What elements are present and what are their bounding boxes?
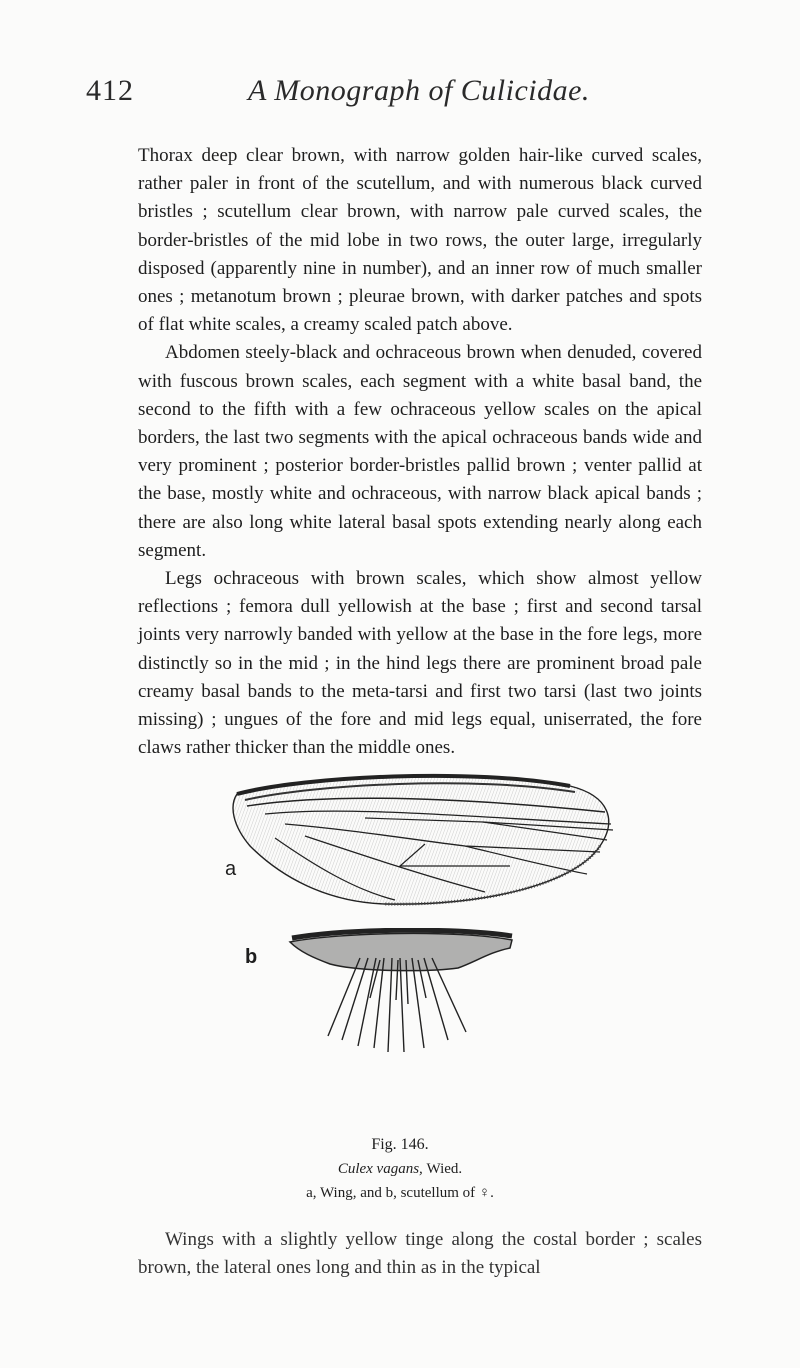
paragraph-abdomen: Abdomen steely-black and ochraceous brown when denuded, covered with fuscous brown scales, each segment with a white basal band, the second to the fifth with a few ochraceous yellow scales on the apical borders, the last two segments with the apical ochraceous bands wide and very prominent ; posterior border-bristles pallid brown ; venter pallid at the base, mostly white and ochraceous, with narrow black apical bands ; there are also long white lateral basal spots extending nearly along each segment. xyxy=(138,342,702,561)
running-title: A Monograph of Culicidae. xyxy=(248,74,590,107)
border-bristles xyxy=(328,958,466,1052)
figure-label-a: a xyxy=(225,858,237,880)
wing-illustration xyxy=(225,766,620,916)
figure-caption-number: Fig. 146. xyxy=(371,1136,429,1153)
figure-caption-description: a, Wing, and b, scutellum of ♀. xyxy=(306,1185,494,1201)
paragraph-thorax: Thorax deep clear brown, with narrow golden hair-like curved scales, rather paler in front of the scutellum, and with numerous black curved bristles ; scutellum clear brown, with narrow pale curved scales, the border-bristles of the mid lobe in two rows, the outer large, irregularly disposed (apparently nine in number), and an inner row of much smaller ones ; metanotum brown ; pleurae brown, with darker patches and spots of flat white scales, a creamy scaled patch above. xyxy=(138,145,702,336)
running-header xyxy=(0,74,800,124)
figure-label-b: b xyxy=(245,946,258,968)
paragraph-legs: Legs ochraceous with brown scales, which show almost yellow reflections ; femora dull yellowish at the base ; first and second tarsal joints very narrowly banded with yellow at the base in the fore legs, more distinctly so in the mid ; in the hind legs there are prominent broad pale creamy basal bands to the meta-tarsi and first two tarsi (last two joints missing) ; ungues of the fore and mid legs equal, uniserrated, the fore claws rather thicker than the middle ones. xyxy=(138,568,702,759)
figure-146 xyxy=(0,758,800,1078)
species-name: Culex vagans, xyxy=(337,1161,423,1177)
page-number: 412 xyxy=(86,74,134,107)
species-author: Wied. xyxy=(426,1161,463,1177)
scutellum-illustration xyxy=(280,928,520,1058)
closing-text xyxy=(138,1226,702,1282)
figure-caption-species xyxy=(0,1161,800,1178)
paragraph-wings: Wings with a slightly yellow tinge along the costal border ; scales brown, the lateral ones long and thin as in the typical xyxy=(138,1229,702,1278)
main-text xyxy=(138,142,702,762)
